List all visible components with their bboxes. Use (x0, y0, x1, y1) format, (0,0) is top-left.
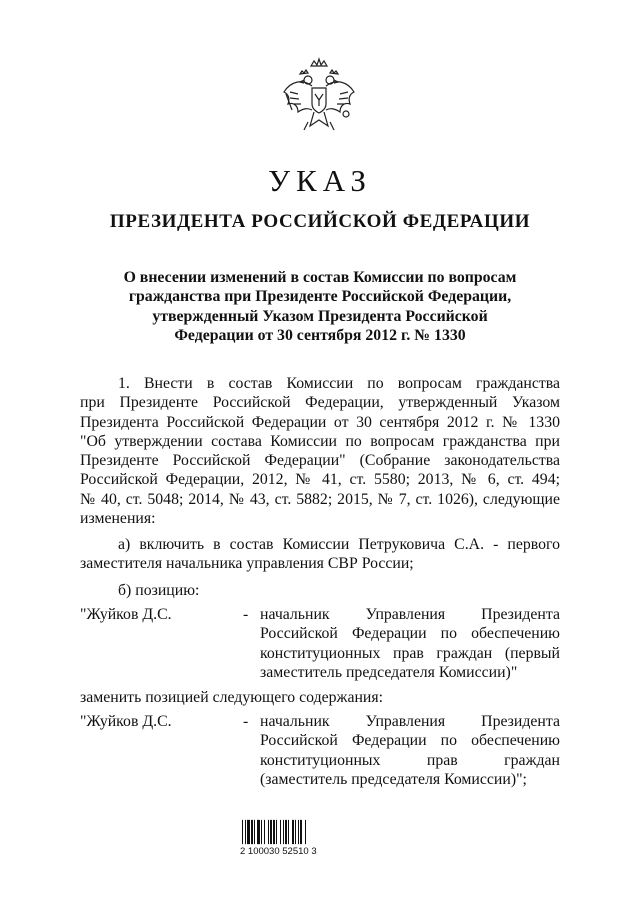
clause-line: 1. Внести в состав Комиссии по вопросам гражданства (118, 375, 560, 392)
entry-desc-line: конституционных прав граждан (260, 751, 560, 769)
decree-title (100, 268, 540, 345)
entry-desc-line: заместитель председателя Комиссии)" (260, 663, 518, 681)
clause-1 (80, 374, 560, 528)
entry-desc-line: Российской Федерации по обеспечению (260, 625, 560, 643)
clause-line: Президента Российской Федерации от 30 сентября 2012 г. № 1330 (80, 413, 560, 431)
entry-desc-line: начальник Управления Президента (260, 713, 560, 730)
entry-name: "Жуйков Д.С. (80, 713, 172, 730)
coat-of-arms-icon (278, 56, 360, 142)
issuer-heading: ПРЕЗИДЕНТА РОССИЙСКОЙ ФЕДЕРАЦИИ (109, 211, 531, 232)
clause-line: изменения: (80, 510, 156, 528)
entry-name: "Жуйков Д.С. (80, 606, 172, 623)
title-line: гражданства при Президенте Российской Федерации, (128, 288, 512, 306)
barcode-number: 2 100030 52510 3 (240, 846, 317, 857)
item-b-line: б) позицию: (118, 582, 200, 599)
item-b (80, 581, 560, 600)
item-a (80, 535, 560, 574)
item-a-line: а) включить в состав Комиссии Петруковича С.А. - первого (118, 536, 560, 553)
entry-dash: - (243, 606, 249, 623)
entry-dash: - (243, 713, 249, 730)
entry-desc-line: конституционных прав граждан (первый (260, 644, 560, 662)
title-line: Федерации от 30 сентября 2012 г. № 1330 (174, 326, 466, 344)
clause-line: "Об утверждении состава Комиссии по вопросам гражданства при (80, 432, 560, 450)
replace-instruction (80, 688, 560, 707)
clause-line: Президенте Российской Федерации" (Собрание законодательства (80, 452, 560, 470)
clause-line: Российской Федерации, 2012, № 41, ст. 5580; 2013, № 6, ст. 494; (80, 471, 560, 489)
entry-desc-line: начальник Управления Президента (260, 606, 560, 623)
replace-line: заменить позицией следующего содержания: (80, 689, 384, 706)
entry-description (260, 605, 560, 682)
entry-desc-line: (заместитель председателя Комиссии)"; (260, 770, 527, 788)
document-type-heading: УКАЗ (268, 163, 372, 198)
title-line: О внесении изменений в состав Комиссии по вопросам (123, 269, 517, 286)
entry-description (260, 712, 560, 789)
clause-line: № 40, ст. 5048; 2014, № 43, ст. 5882; 2015, № 7, ст. 1026), следующие (80, 490, 560, 508)
title-line: утвержденный Указом Президента Российской (152, 307, 488, 325)
clause-line: при Президенте Российской Федерации, утвержденный Указом (80, 394, 560, 412)
item-a-line: заместителя начальника управления СВР России; (80, 555, 414, 573)
barcode-icon (240, 818, 350, 846)
entry-desc-line: Российской Федерации по обеспечению (260, 732, 560, 750)
